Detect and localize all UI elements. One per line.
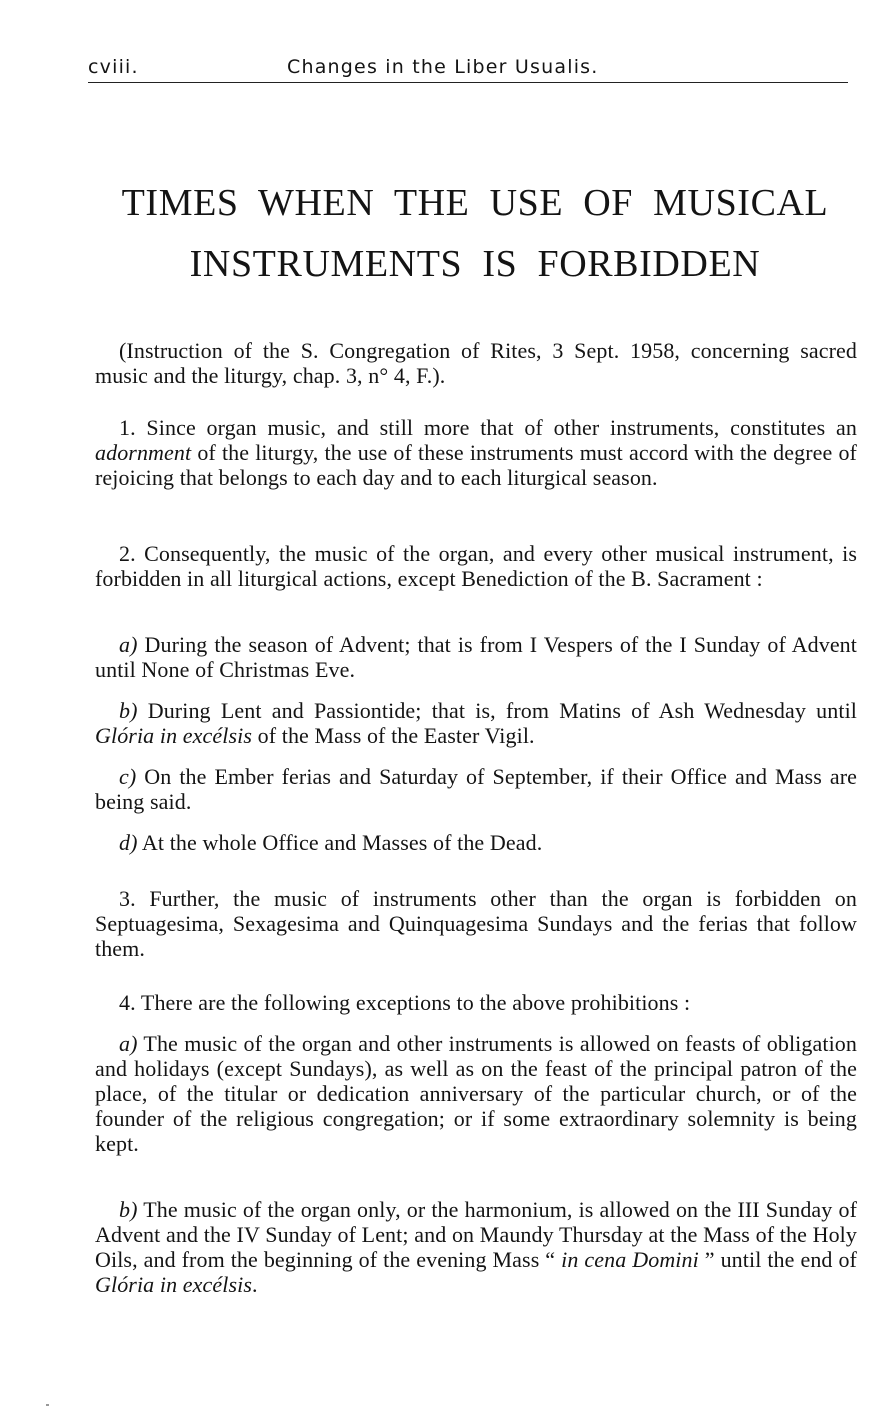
item-marker: a): [119, 632, 138, 657]
page-number: cviii.: [88, 56, 139, 78]
item-text: During Lent and Passiontide; that is, from Matins of Ash Wednesday until: [137, 698, 857, 723]
paragraph-3: 3. Further, the music of instruments other than the organ is forbidden on Septuagesima, Sexagesima and Quinquagesima Sundays and the ferias that follow them.: [95, 886, 857, 961]
paragraph-4-item-b: [95, 1197, 857, 1297]
item-marker: b): [119, 1197, 138, 1222]
paragraph-2-item-d: [95, 830, 857, 855]
item-marker: d): [119, 830, 138, 855]
item-marker: a): [119, 1031, 138, 1056]
item-marker: b): [119, 698, 138, 723]
item-emphasis: Glória in excélsis: [95, 723, 252, 748]
paragraph-2: 2. Consequently, the music of the organ, and every other musical instrument, is forbidden in all liturgical actions, except Benediction of the B. Sacrament :: [95, 541, 857, 591]
item-emphasis: in cena Domini: [561, 1247, 699, 1272]
item-text: On the Ember ferias and Saturday of September, if their Office and Mass are being said.: [95, 764, 857, 814]
item-text-middle: ” until the end of: [698, 1247, 857, 1272]
paragraph-1: [95, 415, 857, 490]
item-text: During the season of Advent; that is from I Vespers of the I Sunday of Advent until None of Christmas Eve.: [95, 632, 857, 682]
paragraph-4: 4. There are the following exceptions to the above prohibitions :: [119, 990, 691, 1015]
intro-paragraph: (Instruction of the S. Congregation of Rites, 3 Sept. 1958, concerning sacred music and the liturgy, chap. 3, n° 4, F.).: [95, 338, 857, 388]
running-head: [88, 52, 848, 83]
paragraph-4-item-a: [95, 1031, 857, 1156]
paragraph-2-item-a: [95, 632, 857, 682]
paragraph-1-emphasis: adornment: [95, 440, 192, 465]
item-text: At the whole Office and Masses of the Dead.: [137, 830, 543, 855]
page-title-line-2: INSTRUMENTS IS FORBIDDEN: [189, 243, 761, 285]
item-text-end: .: [252, 1272, 258, 1297]
scan-speck: [46, 1404, 49, 1406]
page-title-line-1: TIMES WHEN THE USE OF MUSICAL: [121, 182, 829, 224]
item-marker: c): [119, 764, 137, 789]
paragraph-2-item-c: [95, 764, 857, 814]
paragraph-1-text: 1. Since organ music, and still more that of other instruments, constitutes an: [119, 415, 857, 440]
item-text-end: of the Mass of the Easter Vigil.: [252, 723, 535, 748]
paragraph-1-text-end: of the liturgy, the use of these instruments must accord with the degree of rejoicing that belongs to each day and to each liturgical season.: [95, 440, 857, 490]
item-text: The music of the organ and other instruments is allowed on feasts of obligation and holidays (except Sundays), as well as on the feast of the principal patron of the place, of the titular or dedication anniversary of the particular church, or of the founder of the religious congregation; or if some extraordinary solemnity is being kept.: [95, 1031, 857, 1156]
item-emphasis-2: Glória in excélsis: [95, 1272, 252, 1297]
running-title: Changes in the Liber Usualis.: [287, 56, 599, 78]
paragraph-2-item-b: [95, 698, 857, 748]
item-text: The music of the organ only, or the harmonium, is allowed on the III Sunday of Advent and the IV Sunday of Lent; and on Maundy Thursday at the Mass of the Holy Oils, and from the beginning of the evening Mass “: [95, 1197, 857, 1272]
